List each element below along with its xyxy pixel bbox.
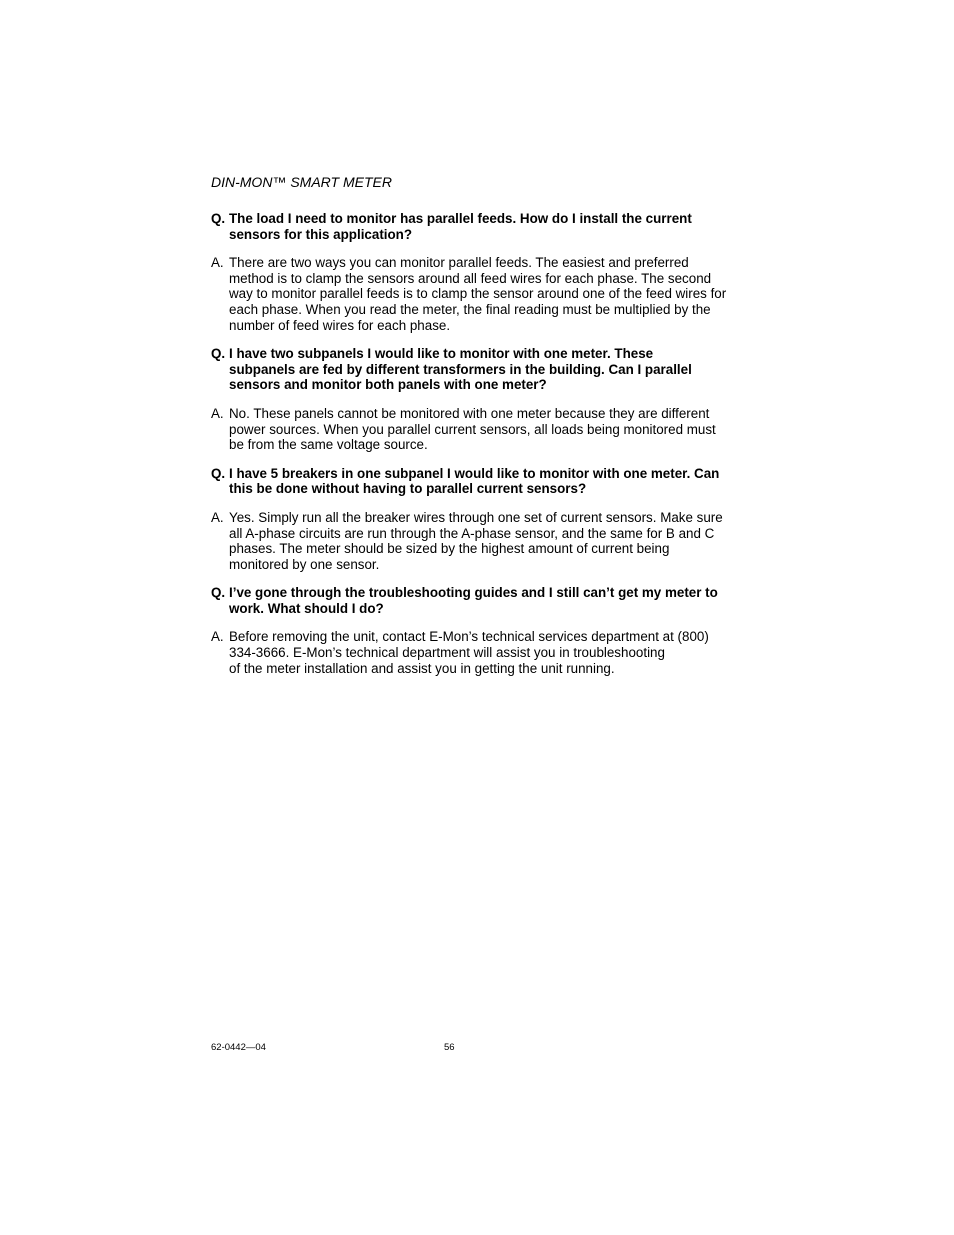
question-line: I have 5 breakers in one subpanel I would like to monitor with one meter. Can <box>229 465 720 481</box>
answer-line: each phase. When you read the meter, the final reading must be multiplied by the <box>229 301 711 317</box>
answer-line: phases. The meter should be sized by the highest amount of current being <box>229 541 670 557</box>
answer-text <box>229 255 751 333</box>
answer-line: number of feed wires for each phase. <box>229 317 451 333</box>
running-header: DIN-MON™ SMART METER <box>211 174 392 190</box>
faq-question-3 <box>211 466 751 497</box>
answer-line: be from the same voltage source. <box>229 437 428 453</box>
answer-text <box>229 510 751 572</box>
answer-marker: A. <box>211 509 224 525</box>
question-line: this be done without having to parallel current sensors? <box>229 481 587 497</box>
question-line: The load I need to monitor has parallel feeds. How do I install the current <box>229 211 692 226</box>
answer-text <box>229 406 751 453</box>
question-marker: Q. <box>211 211 226 226</box>
question-text <box>229 585 751 616</box>
question-line: I have two subpanels I would like to monitor with one meter. These <box>229 346 654 362</box>
question-line: sensors for this application? <box>229 226 413 242</box>
question-line: work. What should I do? <box>229 600 384 616</box>
answer-line: monitored by one sensor. <box>229 556 380 572</box>
faq-question-4 <box>211 585 751 616</box>
question-line: I’ve gone through the troubleshooting guides and I still can’t get my meter to <box>229 585 718 601</box>
faq-answer-3 <box>211 510 751 572</box>
answer-marker: A. <box>211 405 224 421</box>
faq-answer-1 <box>211 255 751 333</box>
faq-section <box>211 211 751 689</box>
question-marker: Q. <box>211 585 226 601</box>
answer-line: There are two ways you can monitor parallel feeds. The easiest and preferred <box>229 255 689 271</box>
answer-marker: A. <box>211 629 224 645</box>
faq-question-2 <box>211 346 751 393</box>
answer-line: method is to clamp the sensors around all feed wires for each phase. The second <box>229 270 712 286</box>
answer-marker: A. <box>211 255 224 271</box>
answer-line: Yes. Simply run all the breaker wires through one set of current sensors. Make sure <box>229 509 723 525</box>
question-marker: Q. <box>211 346 226 362</box>
answer-line: Before removing the unit, contact E-Mon’s technical services department at (800) <box>229 629 709 645</box>
answer-line: power sources. When you parallel current sensors, all loads being monitored must <box>229 421 716 437</box>
question-line: sensors and monitor both panels with one meter? <box>229 377 547 393</box>
question-text <box>229 211 751 242</box>
answer-line: way to monitor parallel feeds is to clamp the sensor around one of the feed wires for <box>229 286 727 302</box>
answer-text <box>229 629 751 676</box>
faq-answer-2 <box>211 406 751 453</box>
answer-line: No. These panels cannot be monitored with one meter because they are different <box>229 405 710 421</box>
faq-question-1 <box>211 211 751 242</box>
document-number: 62-0442—04 <box>211 1042 266 1053</box>
question-line: subpanels are fed by different transformers in the building. Can I parallel <box>229 361 692 377</box>
question-text <box>229 346 751 393</box>
answer-line: of the meter installation and assist you in getting the unit running. <box>229 660 615 676</box>
page-number: 56 <box>444 1042 455 1053</box>
faq-answer-4 <box>211 629 751 676</box>
answer-line: 334-3666. E-Mon’s technical department will assist you in troubleshooting <box>229 645 665 661</box>
answer-line: all A-phase circuits are run through the A-phase sensor, and the same for B and C <box>229 525 715 541</box>
question-marker: Q. <box>211 465 226 481</box>
question-text <box>229 466 751 497</box>
